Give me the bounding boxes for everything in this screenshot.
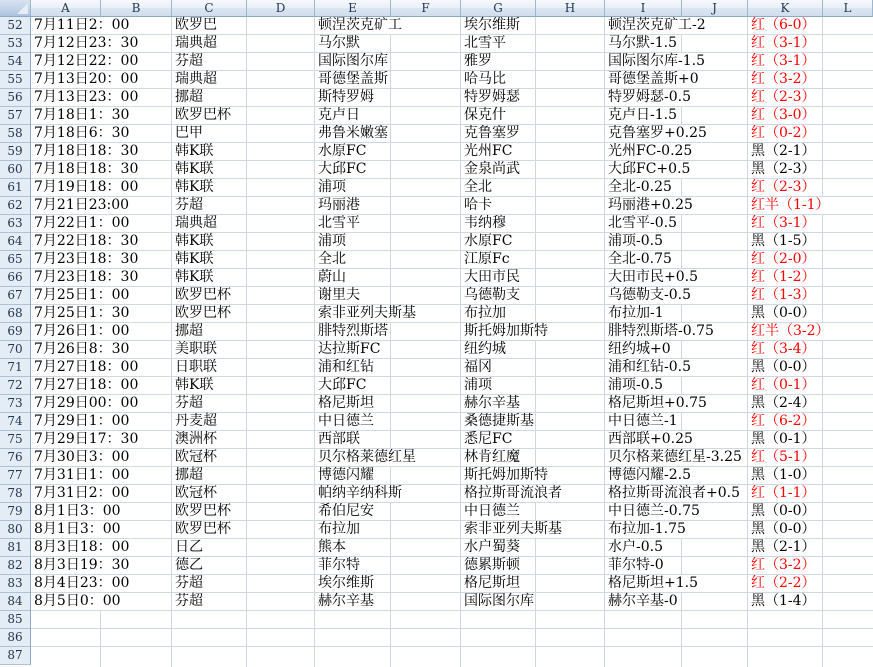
cell-away-team[interactable]: 乌德勒支 <box>464 287 520 303</box>
cell-away-team[interactable]: 雅罗 <box>464 53 492 69</box>
cell-date[interactable]: 7月30日3：00 <box>34 449 130 465</box>
cell-away-team[interactable]: 索非亚列夫斯基 <box>464 521 562 537</box>
row-header[interactable]: 70 <box>0 341 31 359</box>
gridline-horizontal <box>31 124 873 125</box>
cell-result[interactable]: 红（2-3） <box>751 179 816 195</box>
cell-result[interactable]: 红（0-2） <box>751 125 816 141</box>
cell-home-team[interactable]: 马尔默 <box>318 35 360 51</box>
cell-handicap[interactable]: 腓特烈斯塔-0.75 <box>608 323 714 339</box>
row-header[interactable]: 62 <box>0 197 31 215</box>
cell-league[interactable]: 欧罗巴杯 <box>175 107 231 123</box>
gridline-vertical <box>535 17 536 667</box>
cell-home-team[interactable]: 水原FC <box>318 143 367 159</box>
cell-league[interactable]: 挪超 <box>175 467 203 483</box>
gridline-horizontal <box>31 178 873 179</box>
cell-handicap[interactable]: 贝尔格莱德红星-3.25 <box>608 449 742 465</box>
cell-home-team[interactable]: 玛丽港 <box>318 197 360 213</box>
cell-date[interactable]: 7月23日18：30 <box>34 269 139 285</box>
gridline-horizontal <box>31 592 873 593</box>
row-header[interactable]: 87 <box>0 647 31 665</box>
cell-home-team[interactable]: 国际图尔库 <box>318 53 388 69</box>
cell-league[interactable]: 韩K联 <box>175 143 214 159</box>
cell-handicap[interactable]: 克卢日-1.5 <box>608 107 677 123</box>
row-header[interactable]: 55 <box>0 71 31 89</box>
cell-handicap[interactable]: 马尔默-1.5 <box>608 35 677 51</box>
cell-handicap[interactable]: 水户-0.5 <box>608 539 663 555</box>
cell-away-team[interactable]: 纽约城 <box>464 341 506 357</box>
row-header[interactable]: 74 <box>0 413 31 431</box>
cell-handicap[interactable]: 浦项-0.5 <box>608 233 663 249</box>
gridline-vertical <box>171 17 172 667</box>
cell-league[interactable]: 欧罗巴 <box>175 17 217 33</box>
cell-league[interactable]: 韩K联 <box>175 179 214 195</box>
cell-result[interactable]: 红（6-2） <box>751 413 816 429</box>
cell-away-team[interactable]: 光州FC <box>464 143 513 159</box>
gridline-horizontal <box>31 610 873 611</box>
cell-league[interactable]: 韩K联 <box>175 269 214 285</box>
cell-home-team[interactable]: 达拉斯FC <box>318 341 381 357</box>
gridline-horizontal <box>31 250 873 251</box>
cell-result[interactable]: 黑（1-5） <box>751 233 816 249</box>
row-header[interactable]: 69 <box>0 323 31 341</box>
cell-handicap[interactable]: 中日德兰-1 <box>608 413 678 429</box>
cell-away-team[interactable]: 埃尔维斯 <box>464 17 520 33</box>
gridline-vertical <box>314 17 315 667</box>
cell-result[interactable]: 黑（0-0） <box>751 521 816 537</box>
cell-date[interactable]: 8月1日3：00 <box>34 503 121 519</box>
row-header[interactable]: 66 <box>0 269 31 287</box>
cell-result[interactable]: 黑（0-0） <box>751 305 816 321</box>
cell-away-team[interactable]: 大田市民 <box>464 269 520 285</box>
cell-home-team[interactable]: 埃尔维斯 <box>318 575 374 591</box>
cell-league[interactable]: 欧罗巴杯 <box>175 521 231 537</box>
cell-date[interactable]: 8月1日3：00 <box>34 521 121 537</box>
cell-date[interactable]: 8月3日18：00 <box>34 539 130 555</box>
gridline-horizontal <box>31 376 873 377</box>
gridline-horizontal <box>31 340 873 341</box>
cell-away-team[interactable]: 林肯红魔 <box>464 449 520 465</box>
gridline-horizontal <box>31 448 873 449</box>
cell-home-team[interactable]: 希伯尼安 <box>318 503 374 519</box>
cell-league[interactable]: 欧冠杯 <box>175 449 217 465</box>
cell-handicap[interactable]: 大田市民+0.5 <box>608 269 698 285</box>
cell-handicap[interactable]: 赫尔辛基-0 <box>608 593 678 609</box>
cell-date[interactable]: 7月29日1：00 <box>34 413 130 429</box>
cell-home-team[interactable]: 布拉加 <box>318 521 360 537</box>
cell-league[interactable]: 韩K联 <box>175 161 214 177</box>
cell-result[interactable]: 黑（1-0） <box>751 467 816 483</box>
cell-handicap[interactable]: 菲尔特-0 <box>608 557 664 573</box>
select-all-button[interactable] <box>0 0 31 17</box>
cell-result[interactable]: 红半（1-1） <box>751 197 830 213</box>
row-header[interactable]: 52 <box>0 17 31 35</box>
gridline-horizontal <box>31 520 873 521</box>
cell-away-team[interactable]: 水户蜀葵 <box>464 539 520 555</box>
cell-home-team[interactable]: 贝尔格莱德红星 <box>318 449 416 465</box>
gridline-horizontal <box>31 232 873 233</box>
column-header-F[interactable]: F <box>391 0 461 17</box>
cell-league[interactable]: 欧冠杯 <box>175 485 217 501</box>
cell-handicap[interactable]: 光州FC-0.25 <box>608 143 693 159</box>
cell-handicap[interactable]: 北雪平-0.5 <box>608 215 677 231</box>
gridline-horizontal <box>31 214 873 215</box>
cell-date[interactable]: 7月22日18：30 <box>34 233 139 249</box>
cell-away-team[interactable]: 福冈 <box>464 359 492 375</box>
cell-away-team[interactable]: 北雪平 <box>464 35 506 51</box>
cell-home-team[interactable]: 克卢日 <box>318 107 360 123</box>
cell-date[interactable]: 7月13日23：00 <box>34 89 139 105</box>
cell-result[interactable]: 黑（0-0） <box>751 503 816 519</box>
cell-result[interactable]: 红（3-1） <box>751 53 816 69</box>
cell-result[interactable]: 黑（2-3） <box>751 161 816 177</box>
gridline-vertical <box>747 17 748 667</box>
cell-handicap[interactable]: 西部联+0.25 <box>608 431 693 447</box>
cell-handicap[interactable]: 格尼斯坦+0.75 <box>608 395 707 411</box>
gridline-horizontal <box>31 304 873 305</box>
column-header-E[interactable]: E <box>315 0 391 17</box>
row-header[interactable]: 67 <box>0 287 31 305</box>
cell-result[interactable]: 黑（1-4） <box>751 593 816 609</box>
cell-date[interactable]: 7月22日1：00 <box>34 215 130 231</box>
cell-result[interactable]: 红（1-1） <box>751 485 816 501</box>
cell-league[interactable]: 瑞典超 <box>175 35 217 51</box>
cell-league[interactable]: 芬超 <box>175 197 203 213</box>
column-header-D[interactable]: D <box>247 0 315 17</box>
cell-away-team[interactable]: 特罗姆瑟 <box>464 89 520 105</box>
row-header[interactable]: 65 <box>0 251 31 269</box>
gridline-horizontal <box>31 394 873 395</box>
cell-away-team[interactable]: 江原Fc <box>464 251 510 267</box>
gridline-vertical <box>460 17 461 667</box>
gridline-horizontal <box>31 484 873 485</box>
cell-date[interactable]: 7月31日2：00 <box>34 485 130 501</box>
cell-date[interactable]: 7月12日22：00 <box>34 53 139 69</box>
cell-away-team[interactable]: 水原FC <box>464 233 513 249</box>
row-header[interactable]: 78 <box>0 485 31 503</box>
cell-handicap[interactable]: 特罗姆瑟-0.5 <box>608 89 691 105</box>
row-header[interactable]: 81 <box>0 539 31 557</box>
gridline-horizontal <box>31 502 873 503</box>
cell-home-team[interactable]: 浦和红钻 <box>318 359 374 375</box>
cell-handicap[interactable]: 哥德堡盖斯+0 <box>608 71 699 87</box>
cell-home-team[interactable]: 腓特烈斯塔 <box>318 323 388 339</box>
cell-date[interactable]: 7月18日1：30 <box>34 107 130 123</box>
cell-date[interactable]: 7月18日18：30 <box>34 143 139 159</box>
cell-handicap[interactable]: 克鲁塞罗+0.25 <box>608 125 707 141</box>
cell-home-team[interactable]: 斯特罗姆 <box>318 89 374 105</box>
cell-away-team[interactable]: 悉尼FC <box>464 431 513 447</box>
cell-league[interactable]: 欧罗巴杯 <box>175 503 231 519</box>
cell-league[interactable]: 欧罗巴杯 <box>175 287 231 303</box>
row-header[interactable]: 64 <box>0 233 31 251</box>
row-header[interactable]: 58 <box>0 125 31 143</box>
cell-result[interactable]: 红半（3-2） <box>751 323 830 339</box>
row-header[interactable]: 82 <box>0 557 31 575</box>
gridline-horizontal <box>31 34 873 35</box>
cell-away-team[interactable]: 格尼斯坦 <box>464 575 520 591</box>
cell-home-team[interactable]: 大邱FC <box>318 161 367 177</box>
cell-home-team[interactable]: 菲尔特 <box>318 557 360 573</box>
gridline-vertical <box>390 17 391 667</box>
cell-league[interactable]: 芬超 <box>175 575 203 591</box>
row-header[interactable]: 75 <box>0 431 31 449</box>
gridline-horizontal <box>31 52 873 53</box>
cell-handicap[interactable]: 纽约城+0 <box>608 341 671 357</box>
cell-date[interactable]: 7月21日23:00 <box>34 197 130 213</box>
cell-home-team[interactable]: 弗鲁米嫩塞 <box>318 125 388 141</box>
cell-home-team[interactable]: 大邱FC <box>318 377 367 393</box>
gridline-horizontal <box>31 160 873 161</box>
cell-home-team[interactable]: 浦项 <box>318 179 346 195</box>
cell-league[interactable]: 挪超 <box>175 89 203 105</box>
row-header[interactable]: 80 <box>0 521 31 539</box>
gridline-horizontal <box>31 646 873 647</box>
cell-date[interactable]: 7月13日20：00 <box>34 71 139 87</box>
cell-league[interactable]: 日乙 <box>175 539 203 555</box>
cell-league[interactable]: 芬超 <box>175 53 203 69</box>
cell-league[interactable]: 韩K联 <box>175 377 214 393</box>
cell-home-team[interactable]: 格尼斯坦 <box>318 395 374 411</box>
cell-result[interactable]: 黑（2-1） <box>751 143 816 159</box>
cell-away-team[interactable]: 克鲁塞罗 <box>464 125 520 141</box>
cell-date[interactable]: 8月4日23：00 <box>34 575 130 591</box>
cell-away-team[interactable]: 斯托姆加斯特 <box>464 467 548 483</box>
column-header-B[interactable]: B <box>101 0 172 17</box>
cell-away-team[interactable]: 中日德兰 <box>464 503 520 519</box>
gridline-vertical <box>822 17 823 667</box>
cell-away-team[interactable]: 全北 <box>464 179 492 195</box>
row-header[interactable]: 54 <box>0 53 31 71</box>
cell-date[interactable]: 7月31日1：00 <box>34 467 130 483</box>
cell-handicap[interactable]: 顿涅茨克矿工-2 <box>608 17 706 33</box>
cell-date[interactable]: 7月29日00：00 <box>34 395 139 411</box>
cell-date[interactable]: 7月25日1：30 <box>34 305 130 321</box>
gridline-horizontal <box>31 466 873 467</box>
cell-date[interactable]: 7月27日18：00 <box>34 377 139 393</box>
cell-result[interactable]: 红（3-1） <box>751 215 816 231</box>
row-header[interactable]: 61 <box>0 179 31 197</box>
cell-result[interactable]: 红（2-0） <box>751 251 816 267</box>
cell-away-team[interactable]: 国际图尔库 <box>464 593 534 609</box>
gridline-vertical <box>246 17 247 667</box>
cell-result[interactable]: 红（3-1） <box>751 35 816 51</box>
row-header[interactable]: 60 <box>0 161 31 179</box>
gridline-horizontal <box>31 142 873 143</box>
cell-result[interactable]: 黑（2-4） <box>751 395 816 411</box>
cell-handicap[interactable]: 博德闪耀-2.5 <box>608 467 691 483</box>
column-header-K[interactable]: K <box>748 0 823 17</box>
cell-handicap[interactable]: 全北-0.75 <box>608 251 672 267</box>
cell-home-team[interactable]: 赫尔辛基 <box>318 593 374 609</box>
cell-result[interactable]: 红（0-1） <box>751 377 816 393</box>
cell-home-team[interactable]: 全北 <box>318 251 346 267</box>
cell-league[interactable]: 德乙 <box>175 557 203 573</box>
cell-league[interactable]: 芬超 <box>175 593 203 609</box>
cell-home-team[interactable]: 博德闪耀 <box>318 467 374 483</box>
gridline-horizontal <box>31 106 873 107</box>
cell-league[interactable]: 瑞典超 <box>175 71 217 87</box>
cell-handicap[interactable]: 玛丽港+0.25 <box>608 197 693 213</box>
cell-date[interactable]: 7月18日6：30 <box>34 125 130 141</box>
column-header-H[interactable]: H <box>536 0 605 17</box>
cell-date[interactable]: 7月26日1：00 <box>34 323 130 339</box>
row-header[interactable]: 86 <box>0 629 31 647</box>
cell-handicap[interactable]: 布拉加-1.75 <box>608 521 686 537</box>
row-header[interactable]: 84 <box>0 593 31 611</box>
row-header[interactable]: 59 <box>0 143 31 161</box>
cell-home-team[interactable]: 哥德堡盖斯 <box>318 71 388 87</box>
cell-home-team[interactable]: 谢里夫 <box>318 287 360 303</box>
cell-home-team[interactable]: 帕纳辛纳科斯 <box>318 485 402 501</box>
cell-league[interactable]: 韩K联 <box>175 233 214 249</box>
gridline-horizontal <box>31 268 873 269</box>
cell-handicap[interactable]: 乌德勒支-0.5 <box>608 287 691 303</box>
row-header[interactable]: 63 <box>0 215 31 233</box>
cell-away-team[interactable]: 斯托姆加斯特 <box>464 323 548 339</box>
cell-away-team[interactable]: 格拉斯哥流浪者 <box>464 485 562 501</box>
cell-date[interactable]: 8月5日0：00 <box>34 593 121 609</box>
cell-handicap[interactable]: 国际图尔库-1.5 <box>608 53 705 69</box>
cell-result[interactable]: 红（5-1） <box>751 449 816 465</box>
cell-away-team[interactable]: 保克什 <box>464 107 506 123</box>
cell-home-team[interactable]: 浦项 <box>318 233 346 249</box>
cell-result[interactable]: 红（3-2） <box>751 557 816 573</box>
cell-result[interactable]: 红（6-0） <box>751 17 816 33</box>
row-header[interactable]: 53 <box>0 35 31 53</box>
row-header[interactable]: 85 <box>0 611 31 629</box>
gridline-horizontal <box>31 628 873 629</box>
row-header[interactable]: 76 <box>0 449 31 467</box>
cell-result[interactable]: 黑（0-1） <box>751 431 816 447</box>
cell-league[interactable]: 韩K联 <box>175 251 214 267</box>
cell-date[interactable]: 7月18日18：30 <box>34 161 139 177</box>
cell-away-team[interactable]: 赫尔辛基 <box>464 395 520 411</box>
gridline-horizontal <box>31 286 873 287</box>
cell-result[interactable]: 红（3-2） <box>751 71 816 87</box>
cell-result[interactable]: 红（1-2） <box>751 269 816 285</box>
cell-league[interactable]: 瑞典超 <box>175 215 217 231</box>
column-header-I[interactable]: I <box>605 0 682 17</box>
cell-home-team[interactable]: 索非亚列夫斯基 <box>318 305 416 321</box>
row-header[interactable]: 56 <box>0 89 31 107</box>
cell-league[interactable]: 巴甲 <box>175 125 203 141</box>
row-header[interactable]: 77 <box>0 467 31 485</box>
cell-date[interactable]: 7月23日18：30 <box>34 251 139 267</box>
cell-handicap[interactable]: 中日德兰-0.75 <box>608 503 700 519</box>
row-header[interactable]: 71 <box>0 359 31 377</box>
select-all-triangle-icon <box>17 3 28 14</box>
gridline-horizontal <box>31 556 873 557</box>
cell-home-team[interactable]: 蔚山 <box>318 269 346 285</box>
cell-home-team[interactable]: 熊本 <box>318 539 346 555</box>
cell-handicap[interactable]: 浦项-0.5 <box>608 377 663 393</box>
cell-away-team[interactable]: 德累斯顿 <box>464 557 520 573</box>
cell-home-team[interactable]: 西部联 <box>318 431 360 447</box>
column-header-A[interactable]: A <box>31 0 101 17</box>
cell-league[interactable]: 澳洲杯 <box>175 431 217 447</box>
cell-away-team[interactable]: 哈马比 <box>464 71 506 87</box>
row-header[interactable]: 57 <box>0 107 31 125</box>
cell-date[interactable]: 7月26日8：30 <box>34 341 130 357</box>
cell-handicap[interactable]: 格拉斯哥流浪者+0.5 <box>608 485 740 501</box>
cell-league[interactable]: 挪超 <box>175 323 203 339</box>
gridline-horizontal <box>31 538 873 539</box>
column-header-J[interactable]: J <box>682 0 748 17</box>
cell-date[interactable]: 8月3日19：30 <box>34 557 130 573</box>
gridline-horizontal <box>31 574 873 575</box>
cell-handicap[interactable]: 全北-0.25 <box>608 179 672 195</box>
cell-league[interactable]: 美职联 <box>175 341 217 357</box>
gridline-horizontal <box>31 70 873 71</box>
cell-result[interactable]: 红（2-3） <box>751 89 816 105</box>
cell-date[interactable]: 7月27日18：00 <box>34 359 139 375</box>
cell-result[interactable]: 黑（0-0） <box>751 359 816 375</box>
cell-home-team[interactable]: 顿涅茨克矿工 <box>318 17 402 33</box>
cell-result[interactable]: 红（3-0） <box>751 107 816 123</box>
row-header[interactable]: 73 <box>0 395 31 413</box>
cell-date[interactable]: 7月19日18：00 <box>34 179 139 195</box>
cell-handicap[interactable]: 格尼斯坦+1.5 <box>608 575 698 591</box>
cell-away-team[interactable]: 韦纳穆 <box>464 215 506 231</box>
cell-away-team[interactable]: 桑德捷斯基 <box>464 413 534 429</box>
cell-away-team[interactable]: 哈卡 <box>464 197 492 213</box>
cell-home-team[interactable]: 北雪平 <box>318 215 360 231</box>
column-header-G[interactable]: G <box>461 0 536 17</box>
cell-away-team[interactable]: 金泉尚武 <box>464 161 520 177</box>
cell-handicap[interactable]: 大邱FC+0.5 <box>608 161 691 177</box>
gridline-horizontal <box>31 430 873 431</box>
cell-away-team[interactable]: 布拉加 <box>464 305 506 321</box>
cell-league[interactable]: 芬超 <box>175 395 203 411</box>
gridline-horizontal <box>31 322 873 323</box>
cell-date[interactable]: 7月25日1：00 <box>34 287 130 303</box>
gridline-horizontal <box>31 412 873 413</box>
gridline-horizontal <box>31 88 873 89</box>
cell-league[interactable]: 欧罗巴杯 <box>175 305 231 321</box>
cell-date[interactable]: 7月12日23：30 <box>34 35 139 51</box>
cell-result[interactable]: 红（1-3） <box>751 287 816 303</box>
row-header[interactable]: 72 <box>0 377 31 395</box>
cell-result[interactable]: 黑（2-1） <box>751 539 816 555</box>
row-header[interactable]: 79 <box>0 503 31 521</box>
cell-home-team[interactable]: 中日德兰 <box>318 413 374 429</box>
cell-result[interactable]: 红（3-4） <box>751 341 816 357</box>
gridline-horizontal <box>31 358 873 359</box>
cell-away-team[interactable]: 浦项 <box>464 377 492 393</box>
gridline-horizontal <box>31 196 873 197</box>
gridline-vertical <box>604 17 605 667</box>
row-header[interactable]: 83 <box>0 575 31 593</box>
row-header[interactable]: 68 <box>0 305 31 323</box>
cell-league[interactable]: 丹麦超 <box>175 413 217 429</box>
cell-result[interactable]: 红（2-2） <box>751 575 816 591</box>
cell-handicap[interactable]: 浦和红钻-0.5 <box>608 359 691 375</box>
column-header-L[interactable]: L <box>823 0 873 17</box>
cell-handicap[interactable]: 布拉加-1 <box>608 305 664 321</box>
column-header-C[interactable]: C <box>172 0 247 17</box>
cell-date[interactable]: 7月11日2：00 <box>34 17 130 33</box>
gridline-vertical <box>681 17 682 667</box>
cell-date[interactable]: 7月29日17：30 <box>34 431 139 447</box>
cell-league[interactable]: 日职联 <box>175 359 217 375</box>
